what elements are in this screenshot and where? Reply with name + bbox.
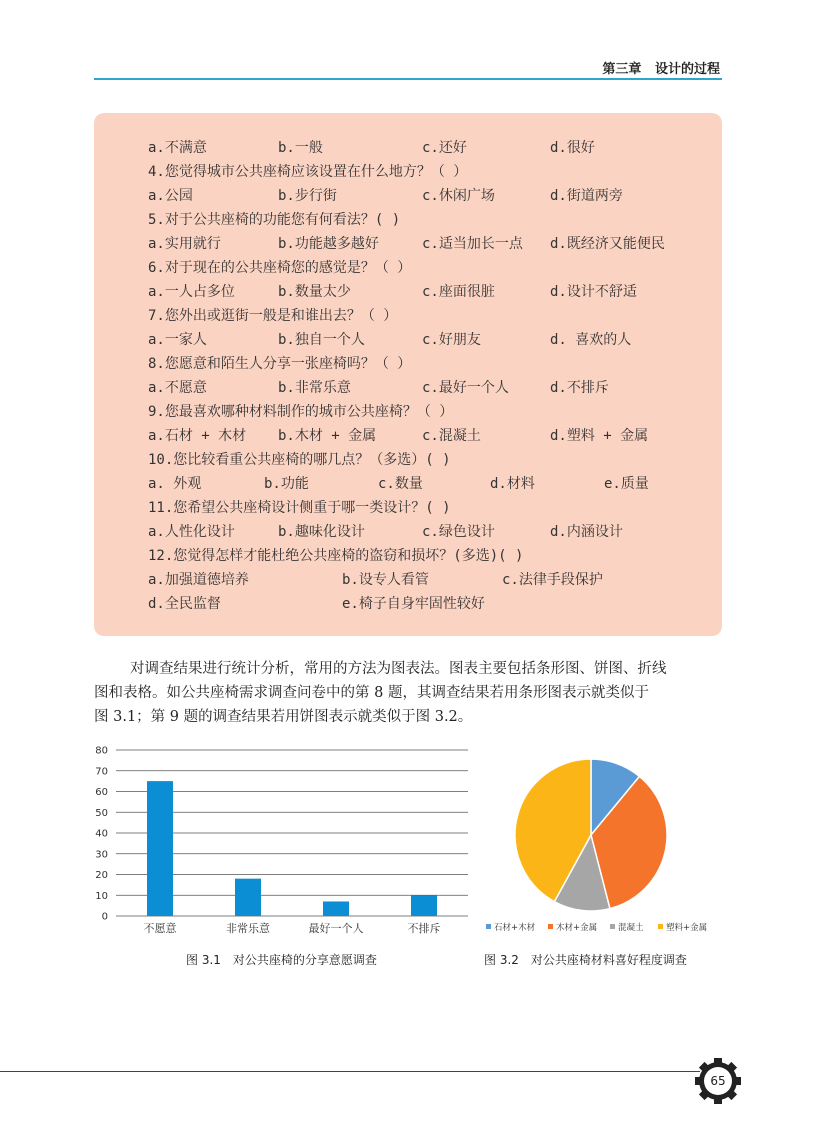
paragraph-line-1: 对调查结果进行统计分析，常用的方法为图表法。图表主要包括条形图、饼图、折线 [130,661,667,677]
q4-option-d: d.街道两旁 [550,188,623,204]
bar-chart-caption: 图 3.1 对公共座椅的分享意愿调查 [186,953,377,967]
q9-option-b: b.木材 + 金属 [278,428,377,444]
y-tick-label: 80 [95,745,108,757]
legend-swatch [658,924,663,929]
q7-option-c: c.好朋友 [422,332,481,348]
q4-option-c: c.休闲广场 [422,188,495,204]
x-tick-label: 不愿意 [143,922,177,935]
q6-option-a: a.一人占多位 [148,284,235,300]
y-tick-label: 20 [95,870,108,881]
legend-label: 混凝土 [618,923,644,933]
y-tick-label: 70 [95,766,108,778]
header-rule [94,78,722,80]
q5-option-d: d.既经济又能便民 [550,236,665,252]
q10-question: 10.您比较看重公共座椅的哪几点？（多选）( ) [148,452,451,468]
bar-chart [80,740,480,940]
pie-chart-caption: 图 3.2 对公共座椅材料喜好程度调查 [484,953,687,967]
q12-question: 12.您觉得怎样才能杜绝公共座椅的盗窃和损坏？(多选)( ) [148,548,524,564]
running-header [602,58,720,77]
y-tick-label: 10 [95,890,108,902]
q10-option-e: e.质量 [604,476,649,492]
x-tick-label: 非常乐意 [226,922,270,935]
q11-option-d: d.内涵设计 [550,524,623,540]
q11-option-a: a.人性化设计 [148,524,235,540]
y-tick-label: 60 [95,787,108,798]
q11-option-c: c.绿色设计 [422,524,495,540]
q12-option-b: b.设专人看管 [342,572,429,588]
y-tick-label: 50 [95,807,108,819]
footer-rule [0,1071,700,1072]
q8-option-a: a.不愿意 [148,380,207,396]
chapter-title: 设计的过程 [654,62,720,77]
q5-option-c: c.适当加长一点 [422,236,523,252]
q11-option-b: b.趣味化设计 [278,524,365,540]
chapter-label: 第三章 [602,62,642,77]
q7-option-a: a.一家人 [148,332,207,348]
q6-option-d: d.设计不舒适 [550,284,637,300]
q8-option-b: b.非常乐意 [278,380,351,396]
q6-option-b: b.数量太少 [278,284,351,300]
q9-option-d: d.塑料 + 金属 [550,428,649,444]
q4-option-b: b.步行街 [278,188,337,204]
q4-option-a: a.公园 [148,188,193,204]
pie-chart [478,748,718,948]
q3-option-a: a.不满意 [148,140,207,156]
legend-label: 石材+木材 [494,923,536,933]
q3-option-b: b.一般 [278,140,323,156]
q3-option-d: d.很好 [550,140,595,156]
q10-option-d: d.材料 [490,476,535,492]
q10-option-c: c.数量 [378,476,423,492]
legend-swatch [610,924,615,929]
q10-option-b: b.功能 [264,476,309,492]
paragraph-line-2: 图和表格。如公共座椅需求调查问卷中的第 8 题，其调查结果若用条形图表示就类似于 [94,685,649,701]
bar [323,901,349,916]
q5-question: 5.对于公共座椅的功能您有何看法？( ) [148,212,401,228]
q4-question: 4.您觉得城市公共座椅应该设置在什么地方？（ ） [148,164,468,180]
paragraph-line-3: 图 3.1；第 9 题的调查结果若用饼图表示就类似于图 3.2。 [94,709,473,725]
q12-option-a: a.加强道德培养 [148,572,249,588]
legend-label: 木材+金属 [556,923,598,933]
q10-option-a: a. 外观 [148,476,202,492]
q8-question: 8.您愿意和陌生人分享一张座椅吗？（ ） [148,356,412,372]
x-tick-label: 不排斥 [407,922,441,935]
q7-option-b: b.独自一个人 [278,332,365,348]
q11-question: 11.您希望公共座椅设计侧重于哪一类设计？( ) [148,500,451,516]
y-tick-label: 30 [95,849,108,861]
q12-option-e: e.椅子自身牢固性较好 [342,596,485,612]
x-tick-label: 最好一个人 [308,922,364,935]
q12-option-c: c.法律手段保护 [502,572,603,588]
bar [235,879,261,916]
body-paragraph [94,657,724,729]
bar [411,895,437,916]
y-tick-label: 40 [95,828,108,840]
q8-option-d: d.不排斥 [550,380,609,396]
y-tick-label: 0 [101,911,108,923]
bar [147,781,173,916]
q9-option-c: c.混凝土 [422,428,481,444]
q5-option-b: b.功能越多越好 [278,236,379,252]
q6-question: 6.对于现在的公共座椅您的感觉是？（ ） [148,260,412,276]
q9-option-a: a.石材 + 木材 [148,428,247,444]
q7-option-d: d. 喜欢的人 [550,332,632,348]
q12-option-d: d.全民监督 [148,596,221,612]
q5-option-a: a.实用就行 [148,236,221,252]
page-number: 65 [710,1074,726,1088]
q9-question: 9.您最喜欢哪种材料制作的城市公共座椅？（ ） [148,404,454,420]
q3-option-c: c.还好 [422,140,467,156]
q6-option-c: c.座面很脏 [422,284,495,300]
legend-swatch [548,924,553,929]
legend-swatch [486,924,491,929]
q8-option-c: c.最好一个人 [422,380,509,396]
legend-label: 塑料+金属 [666,923,708,933]
q7-question: 7.您外出或逛街一般是和谁出去？（ ） [148,308,398,324]
